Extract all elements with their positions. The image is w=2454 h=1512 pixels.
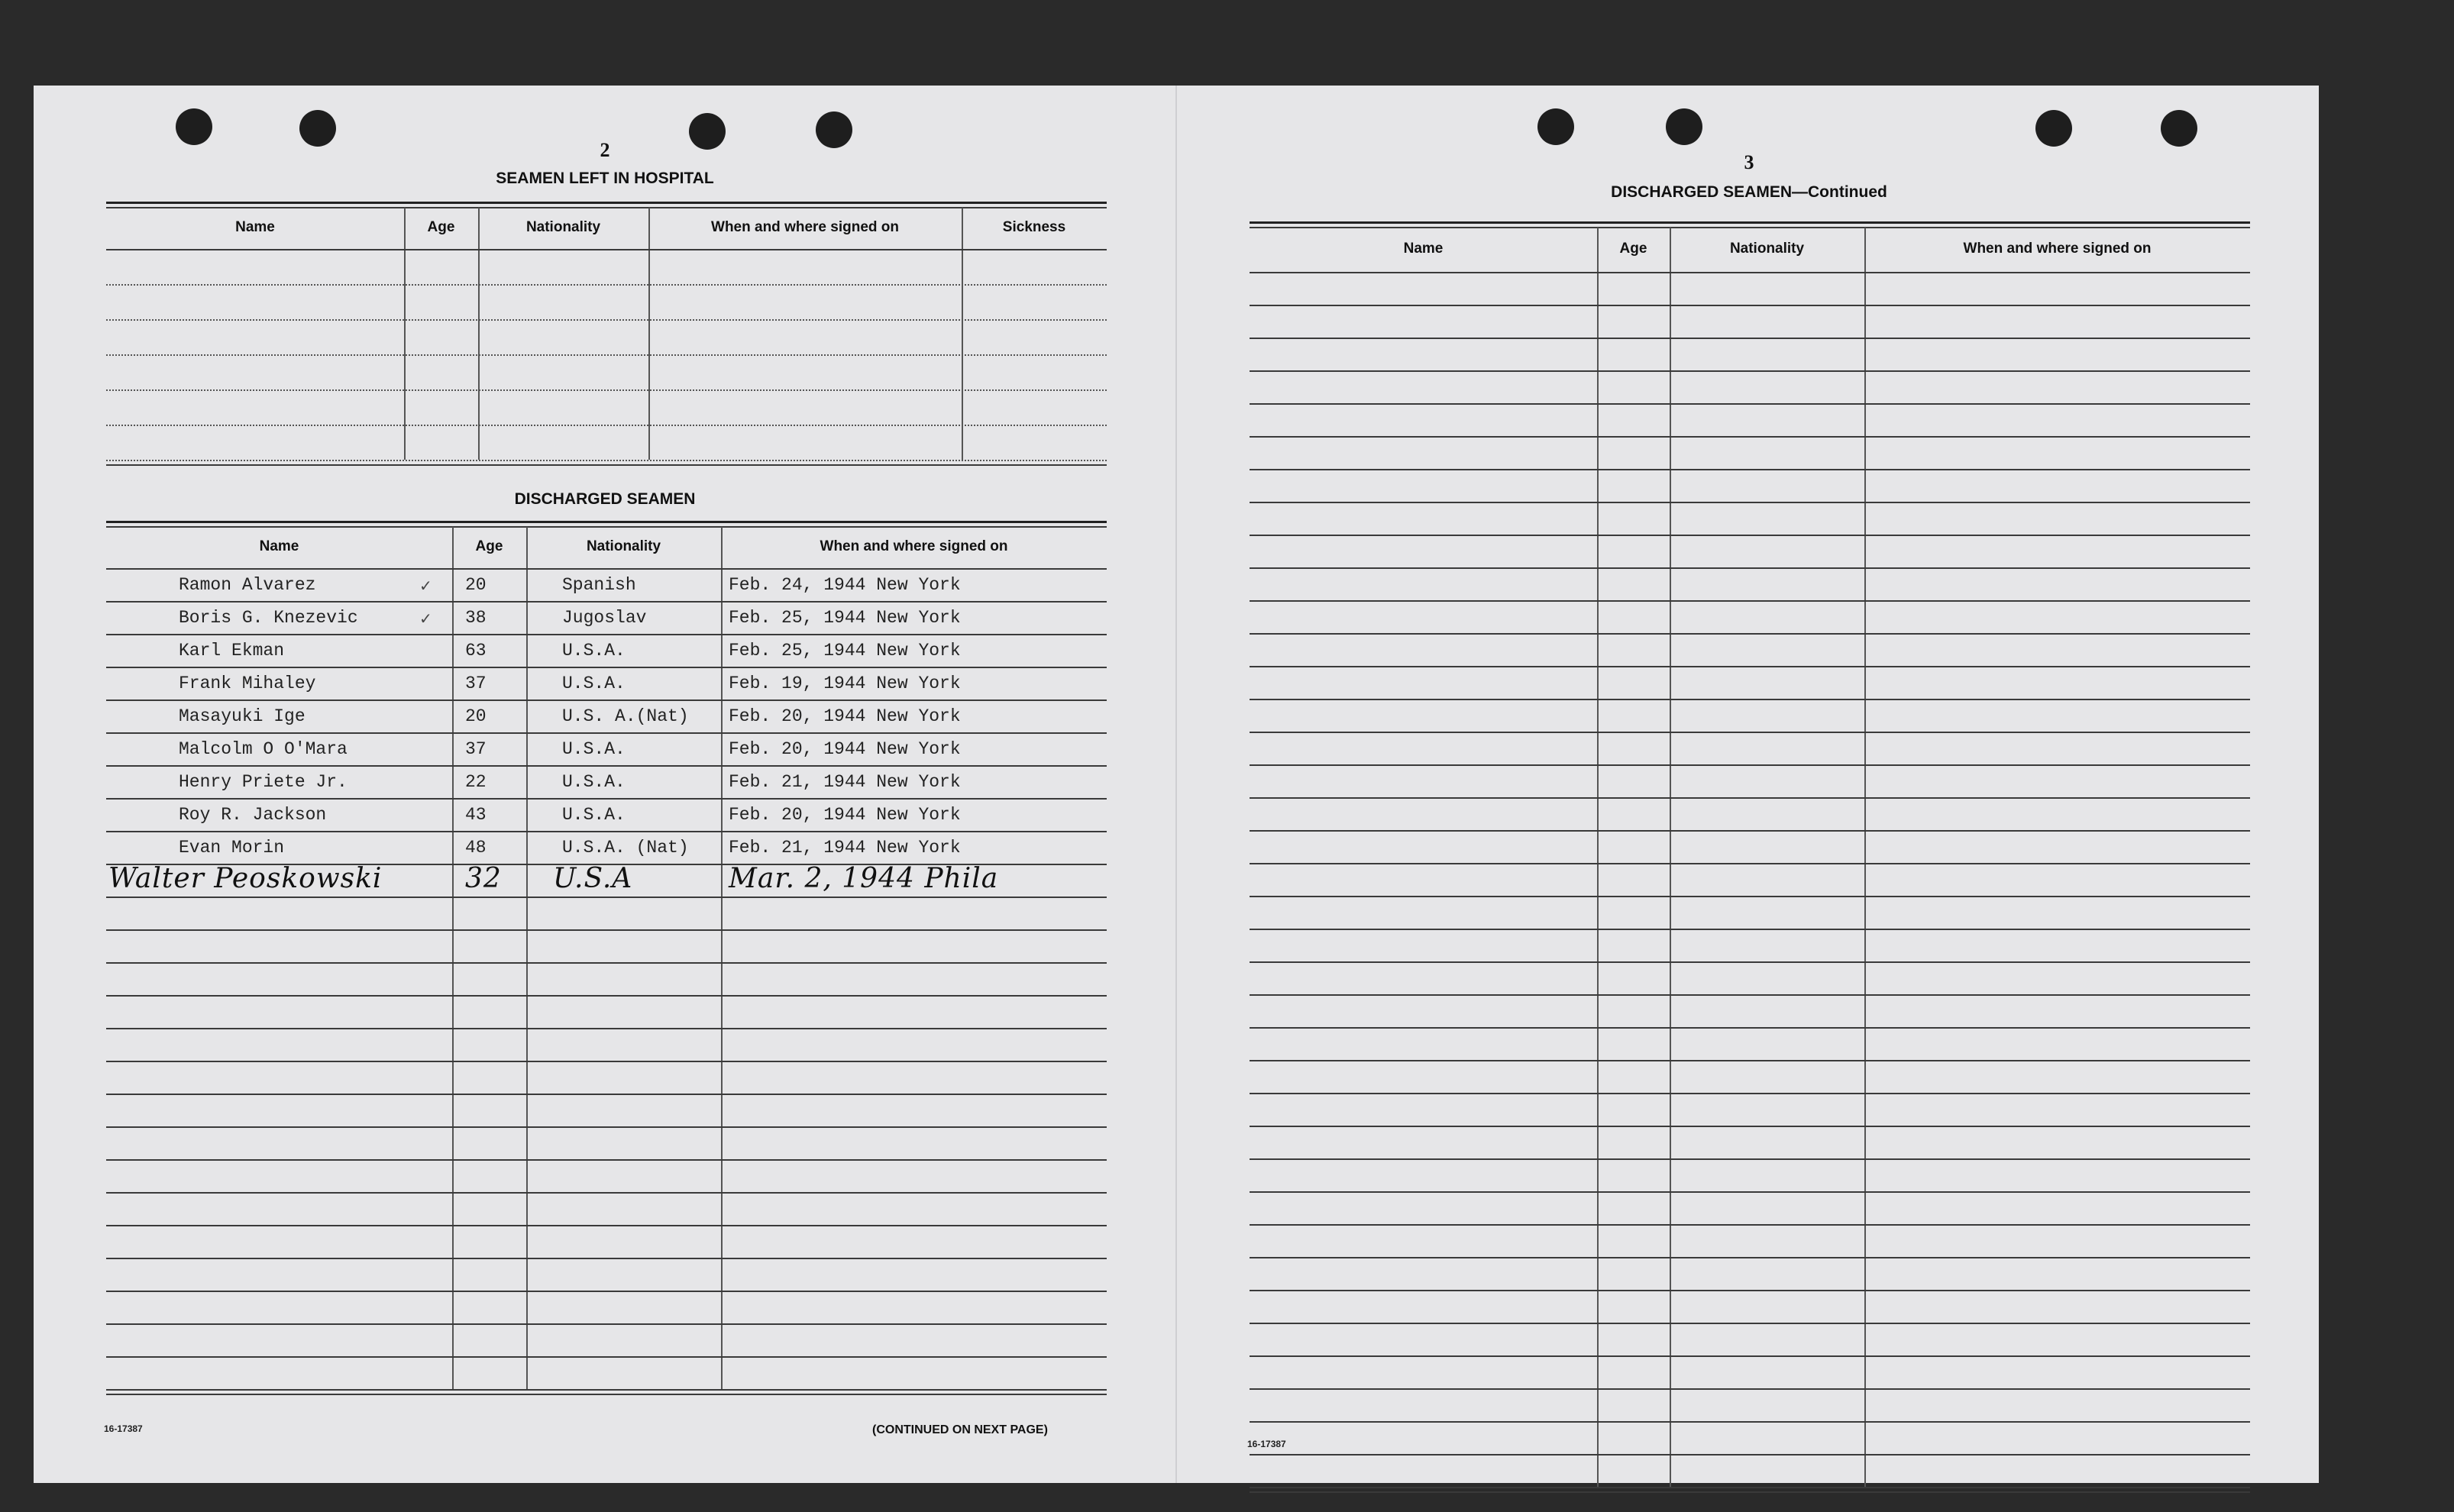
seaman-signed-on: Feb. 19, 1944 New York [729,674,961,693]
row-rule [1250,1355,2250,1357]
row-rule [1250,469,2250,470]
column-divider [404,208,406,460]
row-rule [106,1323,1107,1325]
row-rule [106,1028,1107,1029]
punch-hole [689,113,726,150]
row-rule [1250,1093,2250,1094]
seaman-nationality: U.S.A. [562,641,626,661]
seaman-age: 20 [465,575,487,595]
form-number: 16-17387 [104,1423,143,1434]
row-rule [106,1225,1107,1226]
column-header: When and where signed on [1963,241,2152,257]
row-rule [1250,600,2250,602]
column-divider [648,208,650,460]
row-rule [106,798,1107,800]
seaman-age: 43 [465,805,487,825]
seaman-signed-on: Mar. 2, 1944 Phila [729,863,999,894]
seaman-name: Roy R. Jackson [179,805,327,825]
seaman-name: Boris G. Knezevic [179,608,358,628]
column-header: Nationality [525,219,601,235]
row-rule [106,1291,1107,1292]
seaman-signed-on: Feb. 20, 1944 New York [729,805,961,825]
row-rule [106,284,1107,286]
row-rule [1250,1454,2250,1455]
row-rule [106,765,1107,767]
seaman-nationality: U.S.A [553,863,633,894]
row-rule [1250,1487,2250,1488]
check-mark: ✓ [419,609,432,628]
row-rule [106,1192,1107,1194]
seaman-signed-on: Feb. 21, 1944 New York [729,838,961,858]
punch-hole [299,110,336,147]
row-rule [106,634,1107,635]
row-rule [1250,370,2250,372]
row-rule [1250,305,2250,306]
row-rule [106,831,1107,832]
column-divider [478,208,480,460]
table-bottom-rule [106,1394,1107,1395]
seaman-name: Karl Ekman [179,641,285,661]
row-rule [106,699,1107,701]
row-rule [1250,1191,2250,1193]
page-number: 2 [600,139,610,161]
column-divider [1864,228,1866,1487]
seaman-signed-on: Feb. 21, 1944 New York [729,772,961,792]
row-rule [1250,567,2250,569]
punch-hole [1537,108,1574,145]
column-header: Age [1619,241,1647,257]
column-header: Age [475,538,503,554]
table-top-rule [106,207,1107,208]
seaman-name: Ramon Alvarez [179,575,316,595]
seaman-signed-on: Feb. 24, 1944 New York [729,575,961,595]
header-rule [106,249,1107,250]
column-header: Age [427,219,455,235]
continued-section-title [1520,183,1978,202]
row-rule [1250,961,2250,963]
row-rule [106,897,1107,898]
seaman-name: Masayuki Ige [179,706,306,726]
column-header: Nationality [586,538,661,554]
row-rule [1250,1421,2250,1423]
column-header: Sickness [1002,219,1066,235]
seaman-age: 48 [465,838,487,858]
left-page [34,86,1175,1483]
seaman-name: Malcolm O O'Mara [179,739,348,759]
seaman-age: 37 [465,674,487,693]
seaman-age: 32 [465,863,502,894]
column-header: Name [1403,241,1444,257]
row-rule [1250,830,2250,832]
row-rule [1250,699,2250,700]
row-rule [1250,1257,2250,1258]
page-number: 3 [1744,151,1754,173]
hospital-section-title: SEAMEN LEFT IN HOSPITAL [496,170,714,187]
table-top-rule [106,526,1107,528]
punch-hole [816,111,852,148]
column-header: Name [235,219,275,235]
column-header: When and where signed on [711,219,899,235]
row-rule [106,1094,1107,1095]
row-rule [106,929,1107,931]
row-rule [1250,1323,2250,1324]
column-header: Name [259,538,299,554]
row-rule [106,389,1107,391]
row-rule [106,601,1107,603]
table-top-rule [106,202,1107,204]
column-divider [962,208,963,460]
seaman-name: Evan Morin [179,838,285,858]
punch-hole [2161,110,2197,147]
row-rule [1250,896,2250,897]
column-divider [1670,228,1671,1487]
row-rule [1250,732,2250,733]
table-top-rule [106,521,1107,523]
table-bottom-rule [1250,1491,2250,1493]
row-rule [1250,1388,2250,1390]
seaman-signed-on: Feb. 20, 1944 New York [729,739,961,759]
row-rule [106,425,1107,426]
header-rule [106,568,1107,570]
seaman-nationality: U.S.A. [562,772,626,792]
row-rule [1250,1060,2250,1061]
row-rule [1250,1290,2250,1291]
seaman-nationality: U.S.A. [562,674,626,693]
table-top-rule [1250,227,2250,228]
seaman-nationality: Jugoslav [562,608,647,628]
row-rule [1250,1224,2250,1226]
discharged-section-title: DISCHARGED SEAMEN [514,490,696,508]
seaman-name: Frank Mihaley [179,674,316,693]
continued-title-main: DISCHARGED SEAMEN [1611,183,1793,201]
row-rule [1250,535,2250,536]
column-divider [526,527,528,1389]
seaman-name: Walter Peoskowski [108,863,383,894]
row-rule [106,319,1107,321]
row-rule [1250,797,2250,799]
seaman-age: 20 [465,706,487,726]
row-rule [106,995,1107,997]
column-header: Nationality [1729,241,1805,257]
column-divider [452,527,454,1389]
column-divider [721,527,723,1389]
right-page [1175,86,2319,1483]
check-mark: ✓ [419,577,432,595]
column-header: When and where signed on [820,538,1008,554]
row-rule [1250,929,2250,930]
punch-hole [2035,110,2072,147]
seaman-nationality: U.S.A. [562,805,626,825]
seaman-age: 63 [465,641,487,661]
continued-title-suffix: —Continued [1792,183,1887,201]
row-rule [106,460,1107,461]
row-rule [106,1258,1107,1259]
row-rule [1250,436,2250,438]
row-rule [1250,502,2250,503]
seaman-age: 22 [465,772,487,792]
row-rule [106,1159,1107,1161]
row-rule [1250,633,2250,635]
table-bottom-rule [106,464,1107,466]
header-rule [1250,272,2250,273]
seaman-nationality: U.S.A. [562,739,626,759]
row-rule [106,962,1107,964]
row-rule [1250,764,2250,766]
form-number: 16-17387 [1247,1439,1286,1449]
row-rule [106,1061,1107,1062]
row-rule [1250,666,2250,667]
column-divider [1597,228,1599,1487]
seaman-signed-on: Feb. 25, 1944 New York [729,608,961,628]
row-rule [106,1126,1107,1128]
row-rule [1250,863,2250,864]
row-rule [106,1356,1107,1358]
seaman-signed-on: Feb. 25, 1944 New York [729,641,961,661]
row-rule [1250,994,2250,996]
row-rule [1250,1027,2250,1029]
row-rule [106,732,1107,734]
seaman-nationality: U.S.A. (Nat) [562,838,689,858]
row-rule [106,1389,1107,1391]
continued-note: (CONTINUED ON NEXT PAGE) [872,1423,1048,1436]
row-rule [1250,1126,2250,1127]
row-rule [1250,338,2250,339]
punch-hole [1666,108,1702,145]
row-rule [1250,403,2250,405]
row-rule [106,354,1107,356]
seaman-nationality: Spanish [562,575,636,595]
table-top-rule [1250,221,2250,224]
row-rule [1250,1158,2250,1160]
seaman-signed-on: Feb. 20, 1944 New York [729,706,961,726]
seaman-nationality: U.S. A.(Nat) [562,706,689,726]
seaman-age: 38 [465,608,487,628]
row-rule [106,667,1107,668]
seaman-name: Henry Priete Jr. [179,772,348,792]
punch-hole [176,108,212,145]
seaman-age: 37 [465,739,487,759]
